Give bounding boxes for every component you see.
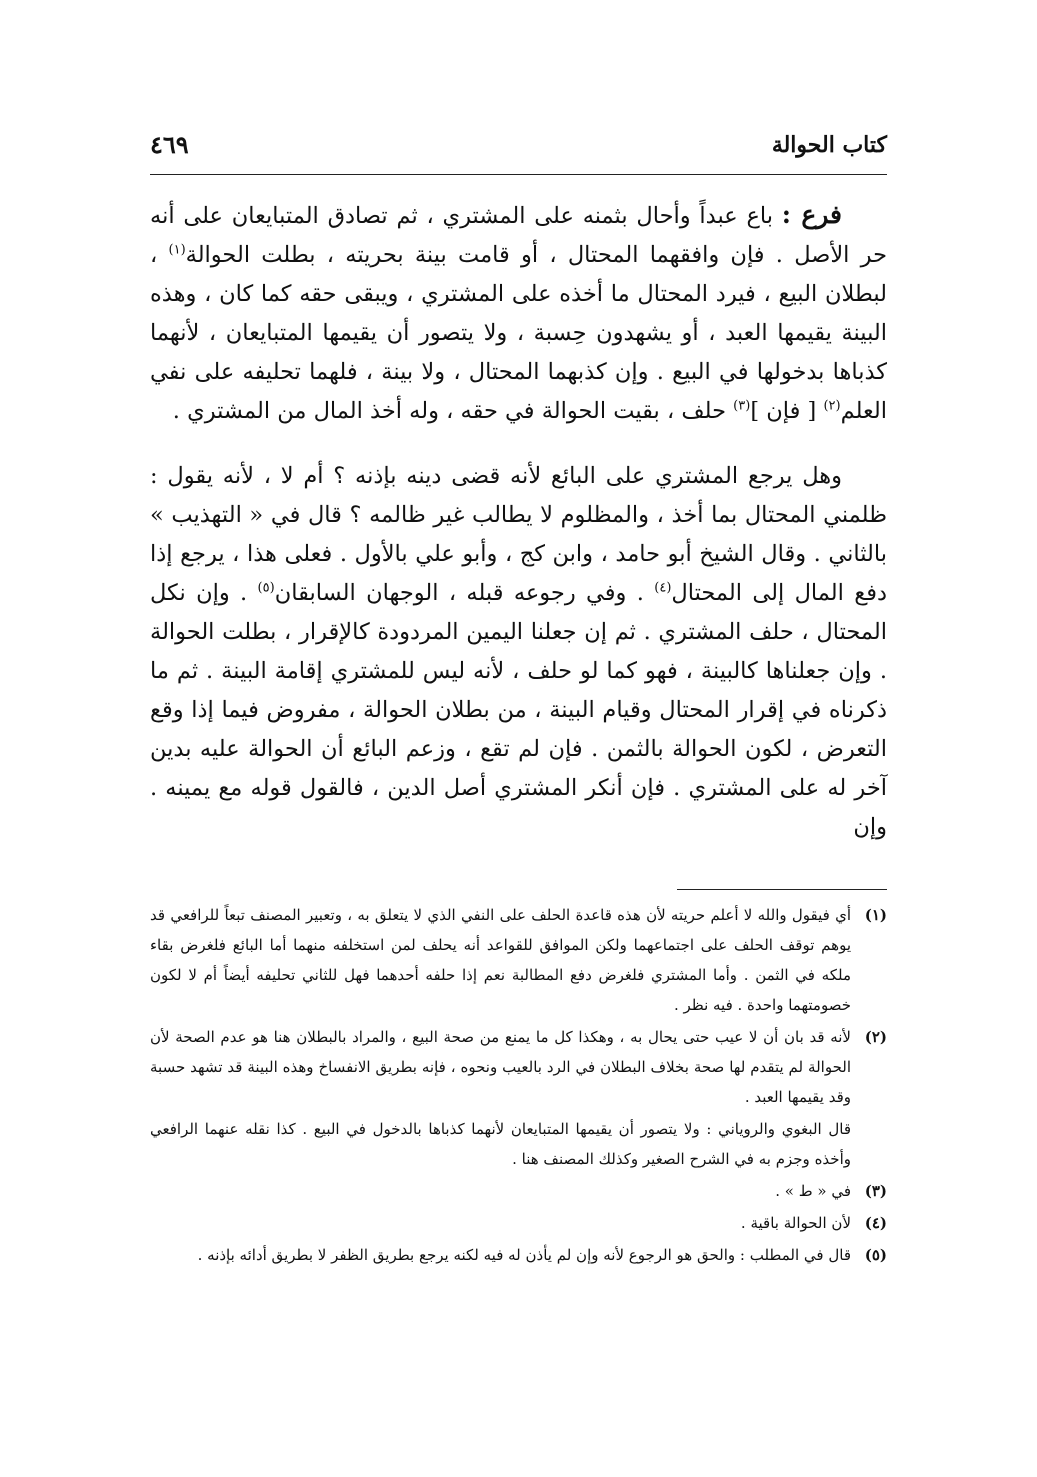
footnote-text: قال في المطلب : والحق هو الرجوع لأنه وإن لم يأذن له فيه لكنه يرجع بطريق الظفر لا بطريق أدائه بإذنه . [197, 1246, 851, 1264]
footnote-number: (٥) [864, 1246, 887, 1264]
footnote-text: لأنه قد بان أن لا عيب حتى يحال به ، وهكذا كل ما يمنع من صحة البيع ، والمراد بالبطلان هنا هو عدم الصحة لأن الحوالة لم يتقدم لها صحة بخلاف البطلان في الرد بالعيب ونحوه ، فإنه بطريق الانفساخ وهذه البينة قد تشهد حسبة وقد يقيمها العبد . [150, 1028, 851, 1106]
paragraph-text: وهل يرجع المشتري على البائع لأنه قضى دينه بإذنه ؟ أم لا ، لأنه يقول : ظلمني المحتال بما أخذ ، والمظلوم لا يطالب غير ظالمه ؟ قال في « التهذيب » بالثاني . وقال الشيخ أبو حامد ، وابن كج ، وأبو علي بالأول . فعلى هذا ، يرجع إذا دفع المال إلى المحتال [150, 463, 887, 606]
paragraph-text: ، لبطلان البيع ، فيرد المحتال ما أخذه على المشتري ، ويبقى حقه كما كان ، وهذه البينة يقيمها العبد ، أو يشهدون حِسبة ، ولا يتصور أن يقيمها المتبايعان ، لأنهما كذباها بدخولها في البيع . وإن كذبهما المحتال ، ولا بينة ، فلهما تحليفه على نفي العلم [150, 242, 887, 424]
footnote-3 [150, 1176, 887, 1206]
footnote-4 [150, 1208, 887, 1238]
paragraph-text: حلف ، بقيت الحوالة في حقه ، وله أخذ المال من المشتري . [172, 398, 734, 424]
footnote-ref[interactable]: (٢) [823, 398, 841, 414]
main-text [150, 195, 887, 847]
paragraph-text: [ فإن ] [750, 398, 824, 424]
footnote-ref[interactable]: (٣) [733, 398, 751, 414]
footnote-2-continuation: قال البغوي والروياني : ولا يتصور أن يقيمها المتبايعان لأنهما كذباها بالدخول في البيع . كذا نقله عنهما الرافعي وأخذه وجزم به في الشرح الصغير وكذلك المصنف هنا . [150, 1120, 851, 1168]
footnote-ref[interactable]: (٥) [257, 580, 275, 596]
page-number: ٤٦٩ [150, 130, 189, 159]
footnote-2 [150, 1022, 887, 1112]
footnote-number: (٢) [864, 1028, 887, 1046]
paragraph-text: باع عبداً وأحال بثمنه على المشتري ، ثم تصادق المتبايعان على أنه حر الأصل . فإن وافقهما المحتال ، أو قامت بينة بحريته ، بطلت الحوالة [150, 203, 887, 268]
paragraph-lead: فرع : [781, 200, 842, 229]
footnote-text: لأن الحوالة باقية . [740, 1214, 851, 1232]
footnote-text: أي فيقول والله لا أعلم حريته لأن هذه قاعدة الحلف على النفي الذي لا يتعلق به ، وتعبير المصنف تبعاً للرافعي قد يوهم توقف الحلف على اجتماعهما ولكن الموافق للقواعد أنه يحلف لمن استخلفه منهما أما البائع فلغرض بقاء ملكه في الثمن . وأما المشتري فلغرض دفع المطالبة نعم إذا حلفه أحدهما فهل للثاني تحليفه أيضاً أم لا لكون خصومتهما واحدة . فيه نظر . [150, 906, 851, 1014]
paragraph-text: . وفي رجوعه قبله ، الوجهان السابقان [274, 580, 655, 606]
running-header [150, 128, 887, 175]
footnote-5 [150, 1240, 887, 1270]
paragraph-2 [150, 457, 887, 847]
footnote-number: (٣) [864, 1182, 887, 1200]
paragraph-1 [150, 195, 887, 431]
paragraph-text: . وإن نكل المحتال ، حلف المشتري . ثم إن جعلنا اليمين المردودة كالإقرار ، بطلت الحوالة . وإن جعلناها كالبينة ، فهو كما لو حلف ، لأنه ليس للمشتري إقامة البينة . ثم ما ذكرناه في إقرار المحتال وقيام البينة ، من بطلان الحوالة ، مفروض فيما إذا وقع التعرض ، لكون الحوالة بالثمن . فإن لم تقع ، وزعم البائع أن الحوالة عليه بدين آخر له على المشتري . فإن أنكر المشتري أصل الدين ، فالقول قوله مع يمينه . وإن [150, 580, 887, 840]
footnote-ref[interactable]: (١) [168, 242, 186, 258]
header-title: كتاب الحوالة [771, 132, 887, 158]
footnotes [150, 900, 887, 1272]
footnote-1 [150, 900, 887, 1020]
footnote-ref[interactable]: (٤) [654, 580, 672, 596]
footnote-separator [677, 889, 887, 890]
footnote-number: (٤) [864, 1214, 887, 1232]
footnote-text: في « ط » . [775, 1182, 851, 1200]
footnote-number: (١) [864, 906, 887, 924]
